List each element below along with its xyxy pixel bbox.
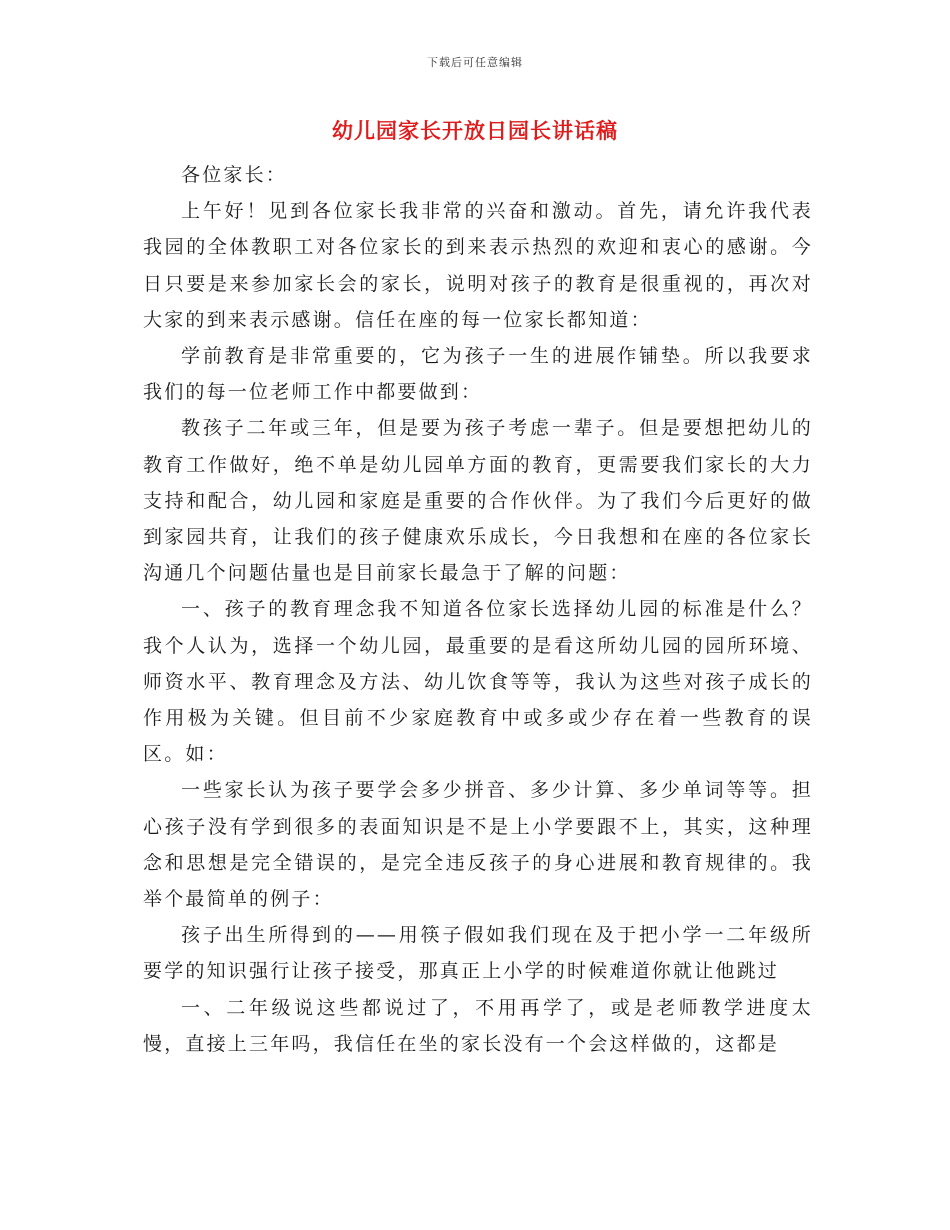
- paragraph: 教孩子二年或三年，但是要为孩子考虑一辈子。但是要想把幼儿的教育工作做好，绝不单是幼儿园单方面的教育，更需要我们家长的大力支持和配合，幼儿园和家庭是重要的合作伙伴。为了我们今后更好的做到家园共育，让我们的孩子健康欢乐成长，今日我想和在座的各位家长沟通几个问题估量也是目前家长最急于了解的问题：: [143, 417, 813, 585]
- paragraph: 一、孩子的教育理念我不知道各位家长选择幼儿园的标准是什么？我个人认为，选择一个幼儿园，最重要的是看这所幼儿园的园所环境、师资水平、教育理念及方法、幼儿饮食等等，我认为这些对孩子成长的作用极为关键。但目前不少家庭教育中或多或少存在着一些教育的误区。如：: [143, 598, 813, 766]
- document-body: [143, 157, 813, 1062]
- paragraph: 学前教育是非常重要的，它为孩子一生的进展作铺垫。所以我要求我们的每一位老师工作中都要做到：: [143, 345, 813, 404]
- header-note: 下载后可任意编辑: [427, 56, 523, 69]
- paragraph: 一、二年级说这些都说过了，不用再学了，或是老师教学进度太慢，直接上三年吗，我信任在坐的家长没有一个会这样做的，这都是: [143, 996, 813, 1055]
- paragraph: 一些家长认为孩子要学会多少拼音、多少计算、多少单词等等。担心孩子没有学到很多的表面知识是不是上小学要跟不上，其实，这种理念和思想是完全错误的，是完全违反孩子的身心进展和教育规律的。我举个最简单的例子：: [143, 779, 813, 911]
- paragraph: 上午好！见到各位家长我非常的兴奋和激动。首先，请允许我代表我园的全体教职工对各位家长的到来表示热烈的欢迎和衷心的感谢。今日只要是来参加家长会的家长，说明对孩子的教育是很重视的，再次对大家的到来表示感谢。信任在座的每一位家长都知道：: [143, 200, 813, 331]
- document-title: 幼儿园家长开放日园长讲话稿: [332, 118, 618, 143]
- paragraph: 孩子出生所得到的——用筷子假如我们现在及于把小学一二年级所要学的知识强行让孩子接受，那真正上小学的时候难道你就让他跳过: [143, 924, 813, 983]
- paragraph-salutation: 各位家长：: [181, 164, 288, 186]
